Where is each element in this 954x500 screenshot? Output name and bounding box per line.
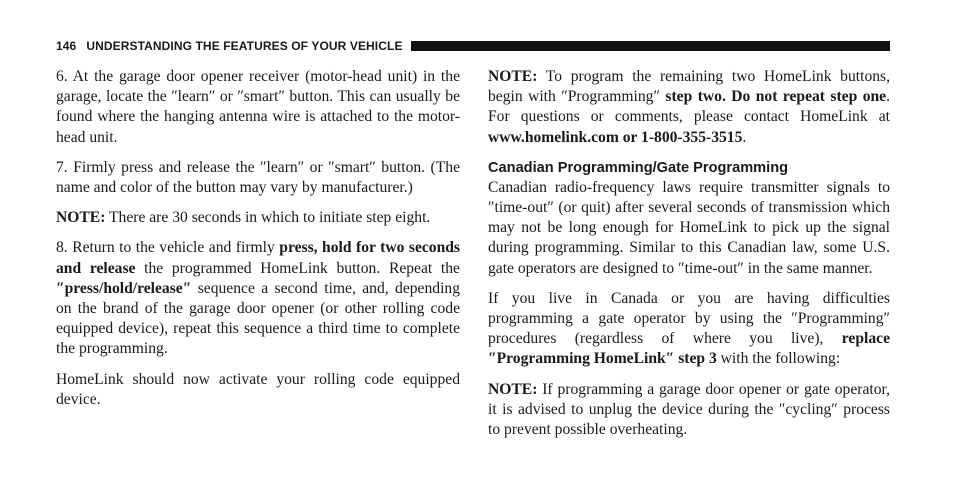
header-rule bbox=[411, 41, 890, 51]
note-remaining-buttons bbox=[488, 67, 890, 148]
homelink-activate-paragraph: HomeLink should now activate your rolling code equipped device. bbox=[56, 370, 460, 408]
canada-text-a: If you live in Canada or you are having difficulties programming a gate operator by using the ″Programming″ procedures (regardless of where you live), bbox=[488, 289, 890, 348]
note-text: If programming a garage door opener or gate operator, it is advised to unplug the device during the ″cycling″ process to prevent possible overheating. bbox=[488, 380, 890, 439]
step-7-paragraph: 7. Firmly press and release the ″learn″ or ″smart″ button. (The name and color of the button may vary by manufacturer.) bbox=[56, 158, 460, 197]
note-label: NOTE: bbox=[56, 209, 106, 227]
note-text-c: . bbox=[742, 128, 747, 146]
note-30-seconds bbox=[56, 208, 460, 228]
canada-text-b: with the following: bbox=[716, 350, 841, 368]
canadian-laws-paragraph: Canadian radio-frequency laws require transmitter signals to ″time-out″ (or quit) after several seconds of transmission which may not be long enough for HomeLink to pick up the signal during programming. Similar to this Canadian law, some U.S. gate operators are designed to ″time-out″ in the same manner. bbox=[488, 178, 890, 277]
canada-difficulties-paragraph bbox=[488, 289, 890, 370]
step-6-paragraph: 6. At the garage door opener receiver (motor-head unit) in the garage, locate the ″learn″ or ″smart″ button. This can usually be found where the hanging antenna wire is attached to the motor-head unit. bbox=[56, 68, 460, 146]
running-title: UNDERSTANDING THE FEATURES OF YOUR VEHICLE bbox=[86, 39, 403, 53]
note-text-a: To program the remaining two HomeLink buttons, begin with ″Programming″ bbox=[488, 68, 890, 106]
note-bold-a: step two. Do not repeat step one bbox=[665, 88, 887, 106]
canada-bold: replace ″Programming HomeLink″ step 3 bbox=[488, 330, 890, 368]
note-label: NOTE: bbox=[488, 380, 538, 398]
step-8-bold-b: ″press/hold/release″ bbox=[56, 279, 192, 297]
page-header bbox=[56, 39, 890, 53]
note-unplug-device bbox=[488, 380, 890, 441]
left-column bbox=[56, 67, 460, 420]
homelink-contact: www.homelink.com or 1-800-355-3515 bbox=[488, 128, 743, 146]
section-heading: Canadian Programming/Gate Programming bbox=[488, 159, 789, 176]
right-column bbox=[488, 67, 890, 450]
note-text: There are 30 seconds in which to initiate step eight. bbox=[105, 209, 431, 227]
step-8-text-b: the programmed HomeLink button. Repeat the bbox=[135, 259, 460, 277]
note-label: NOTE: bbox=[488, 68, 538, 85]
step-8-paragraph bbox=[56, 238, 460, 359]
step-8-text-a: 8. Return to the vehicle and firmly bbox=[56, 239, 280, 257]
page-number: 146 bbox=[56, 39, 77, 53]
step-8-bold-a: press, hold for two seconds and release bbox=[56, 239, 460, 277]
step-8-text-c: sequence a second time, and, depending on the brand of the garage door opener (or other rolling code equipped device), repeat this sequence a third time to complete the programming. bbox=[56, 279, 460, 358]
note-text-b: . For questions or comments, please contact HomeLink at bbox=[488, 88, 890, 126]
